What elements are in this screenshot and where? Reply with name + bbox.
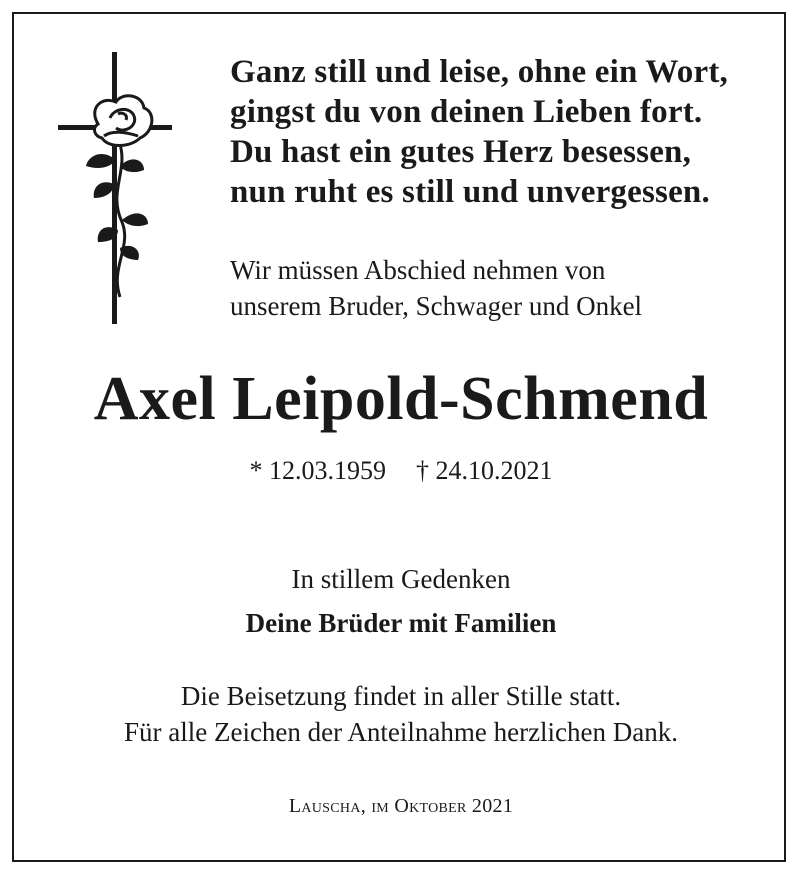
funeral-notice bbox=[14, 678, 788, 750]
deceased-name: Axel Leipold-Schmend bbox=[93, 365, 709, 433]
intro-line: unserem Bruder, Schwager und Onkel bbox=[230, 291, 643, 321]
poem-line: Du hast ein gutes Herz besessen, bbox=[230, 134, 692, 170]
intro-line: Wir müssen Abschied nehmen von bbox=[230, 255, 606, 285]
notice-line: Für alle Zeichen der Anteilnahme herzlichen Dank. bbox=[123, 717, 679, 747]
poem bbox=[230, 52, 770, 212]
mourners: Deine Brüder mit Familien bbox=[245, 608, 557, 638]
poem-line: gingst du von deinen Lieben fort. bbox=[230, 94, 703, 130]
poem-line: nun ruht es still und unvergessen. bbox=[230, 174, 710, 210]
notice-line: Die Beisetzung findet in aller Stille statt. bbox=[180, 681, 622, 711]
poem-line: Ganz still und leise, ohne ein Wort, bbox=[230, 54, 728, 90]
memory-phrase: In stillem Gedenken bbox=[291, 564, 511, 594]
intro-text bbox=[230, 252, 770, 324]
cross-with-rose-icon bbox=[58, 52, 174, 324]
death-date: † 24.10.2021 bbox=[416, 456, 553, 485]
place-and-date: Lauscha, im Oktober 2021 bbox=[288, 795, 514, 817]
birth-date: * 12.03.1959 bbox=[249, 456, 386, 485]
obituary-frame bbox=[12, 12, 786, 862]
life-dates bbox=[14, 454, 788, 488]
